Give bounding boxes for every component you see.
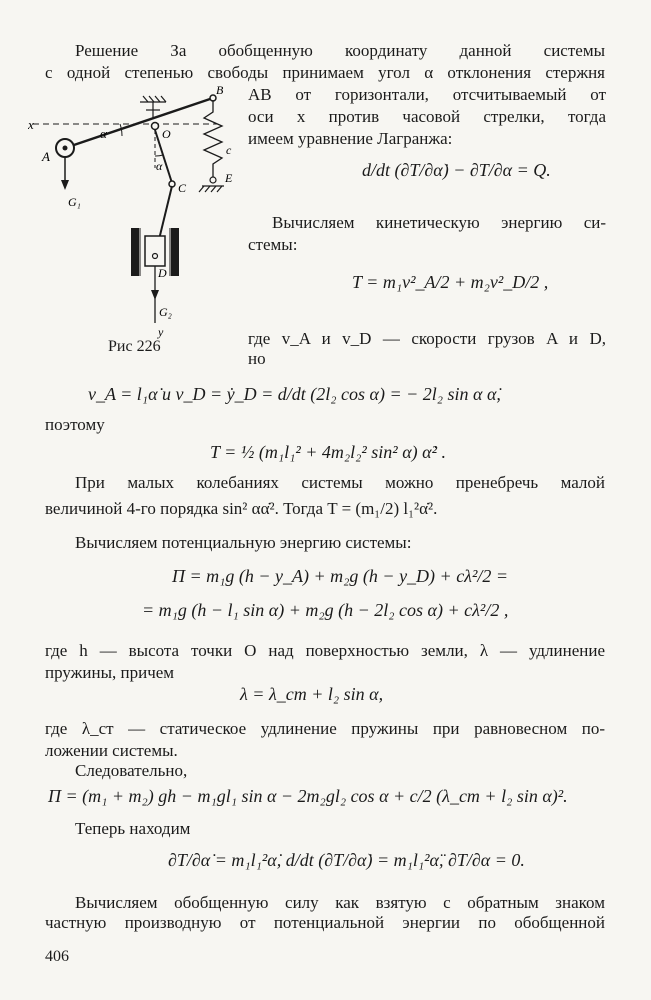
label-a: A xyxy=(42,149,50,164)
label-alpha-1: α xyxy=(100,126,107,141)
gen-force-line-1: Вычисляем обобщенную силу как взятую с обратным знаком xyxy=(75,893,605,912)
where-h-line-2: пружины, причем xyxy=(45,663,175,682)
lagrange-equation: d/dt (∂T/∂α̇) − ∂T/∂α = Q. xyxy=(362,160,551,180)
label-o: O xyxy=(162,127,171,141)
label-g1: G₁ xyxy=(68,195,81,209)
intro-line-4: оси x против часовой стрелки, тогда xyxy=(248,107,606,126)
consequently-text: Следовательно, xyxy=(75,761,188,780)
label-c-spring: c xyxy=(226,143,232,157)
gen-force-line-2: частную производную от потенциальной энергии по обобщенной xyxy=(45,913,605,932)
where-h-line-1: где h — высота точки O над поверхностью земли, λ — удлинение xyxy=(45,641,605,660)
where-lambda-line-2: ложении системы. xyxy=(45,741,178,760)
intro-line-2: с одной степенью свободы принимаем угол α отклонения стержня xyxy=(45,63,605,82)
where-velocity-line-1: где v_A и v_D — скорости грузов A и D, xyxy=(248,329,606,348)
label-d: D xyxy=(158,266,167,280)
where-velocity-line-2: но xyxy=(248,349,266,368)
slider-d xyxy=(145,236,165,266)
intro-line-1: Решение За обобщенную координату данной системы xyxy=(75,41,605,60)
lambda-equation: λ = λ_ст + l₂ sin α, xyxy=(240,684,384,704)
mechanism-figure xyxy=(28,78,243,343)
small-osc-line-2: величиной 4-го порядка sin² αα̇². Тогда T = (m₁/2) l₁²α̇². xyxy=(45,499,438,518)
page-number: 406 xyxy=(45,948,69,965)
potential-intro: Вычисляем потенциальную энергию системы: xyxy=(75,533,412,552)
kinetic-line-1: Вычисляем кинетическую энергию си- xyxy=(272,213,606,232)
velocity-equation: v_A = l₁α̇ и v_D = ẏ_D = d/dt (2l₂ cos α) = − 2l₂ sin α α̇, xyxy=(88,384,501,404)
now-find-text: Теперь находим xyxy=(75,819,191,838)
spring xyxy=(204,100,222,178)
angle-arc-bottom xyxy=(155,155,163,156)
label-y: y xyxy=(158,325,164,339)
rod-ab xyxy=(65,98,213,148)
potential-full-equation: Π = (m₁ + m₂) gh − m₁gl₁ sin α − 2m₂gl₂ cos α + c/2 (λ_ст + l₂ sin α)². xyxy=(48,786,568,806)
hinge-o xyxy=(152,123,159,130)
therefore-text: поэтому xyxy=(45,415,105,434)
g2-arrowhead xyxy=(151,290,159,300)
small-osc-line-1: При малых колебаниях системы можно пренебречь малой xyxy=(75,473,605,492)
t-equation: T = ½ (m₁l₁² + 4m₂l₂² sin² α) α̇² . xyxy=(210,442,446,462)
intro-line-5: имеем уравнение Лагранжа: xyxy=(248,129,453,148)
label-x: x xyxy=(28,117,34,132)
intro-line-3: AB от горизонтали, отсчитываемый от xyxy=(248,85,606,104)
potential-equation-1: Π = m₁g (h − y_A) + m₂g (h − y_D) + cλ²/2 = xyxy=(172,566,509,586)
where-lambda-line-1: где λ_ст — статическое удлинение пружины при равновесном по- xyxy=(45,719,605,738)
kinetic-line-2: стемы: xyxy=(248,235,298,254)
kinetic-equation: T = m₁v²_A/2 + m₂v²_D/2 , xyxy=(352,272,549,292)
potential-equation-2: = m₁g (h − l₁ sin α) + m₂g (h − 2l₂ cos α) + cλ²/2 , xyxy=(142,600,509,620)
ground-e xyxy=(199,177,224,192)
label-alpha-2: α xyxy=(156,159,163,173)
label-c-point: C xyxy=(178,181,187,195)
figure-caption: Рис 226 xyxy=(108,338,161,355)
label-b: B xyxy=(216,83,224,97)
derivatives-equation: ∂T/∂α̇ = m₁l₁²α̇, d/dt (∂T/∂α̇) = m₁l₁²α̈, ∂T/∂α = 0. xyxy=(168,850,525,870)
label-g2: G₂ xyxy=(159,305,172,319)
label-e: E xyxy=(225,171,233,185)
